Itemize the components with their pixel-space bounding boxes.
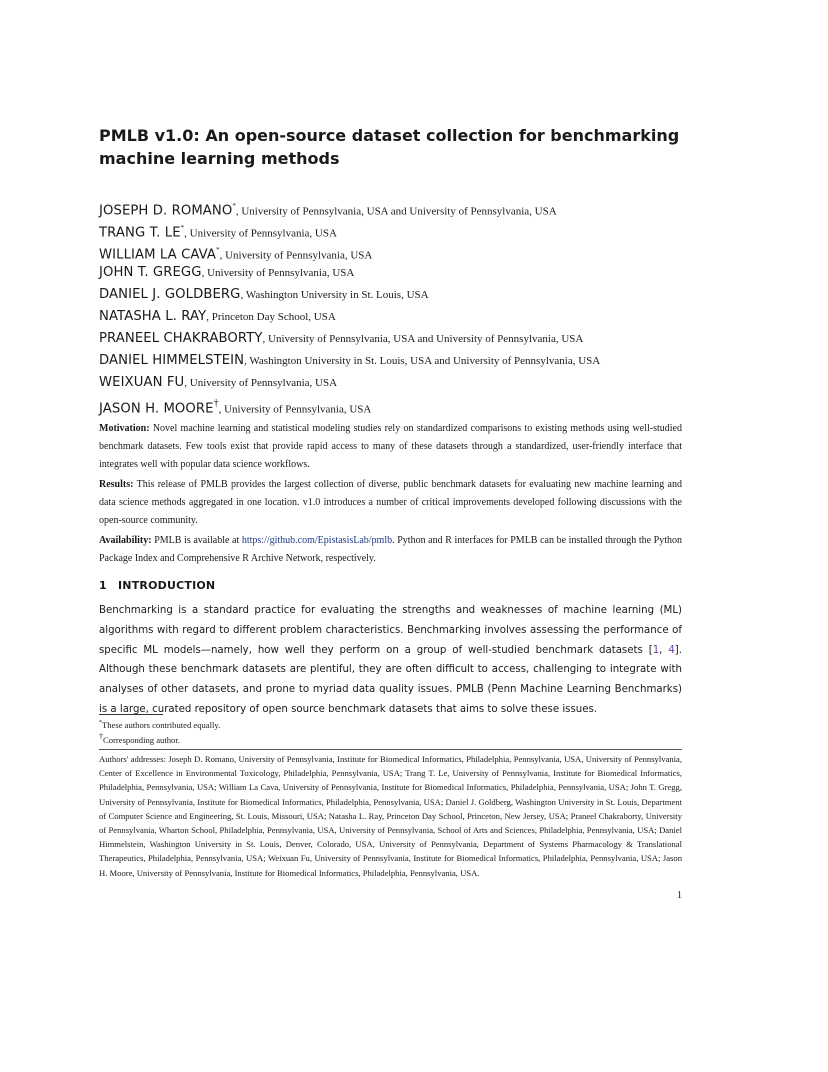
author-mark: * <box>232 202 236 210</box>
author-mark: * <box>216 246 220 254</box>
results-label: Results: <box>99 479 134 490</box>
footnote-text: Corresponding author. <box>103 734 180 745</box>
section-title: INTRODUCTION <box>118 579 216 592</box>
abstract <box>99 420 682 570</box>
intro-paragraph <box>99 601 682 720</box>
motivation-label: Motivation: <box>99 423 150 434</box>
author-entry <box>99 239 739 261</box>
author-entry <box>99 393 739 415</box>
author-entry <box>99 195 739 217</box>
citation-separator: , <box>659 644 669 656</box>
author-entry <box>99 371 739 393</box>
author-addresses: Authors' addresses: Joseph D. Romano, University of Pennsylvania, Institute for Biomedical Informatics, Philadelphia, Pennsylvania, USA, University of Pennsylvania, Center of Excellence in Environmental Toxicology, Philadelphia, Pennsylvania, USA; Trang T. Le, University of Pennsylvania, Institute for Biomedical Informatics, Philadelphia, Pennsylvania, USA; William La Cava, University of Pennsylvania, Institute for Biomedical Informatics, Philadelphia, Pennsylvania, USA; John T. Gregg, University of Pennsylvania, Institute for Biomedical Informatics, Philadelphia, Pennsylvania, USA; Daniel J. Goldberg, Washington University in St. Louis, Department of Computer Science and Engineering, St. Louis, Missouri, USA; Natasha L. Ray, Princeton Day School, Princeton, New Jersey, USA; Praneel Chakraborty, University of Pennsylvania, Wharton School, Philadelphia, Pennsylvania, USA, University of Pennsylvania, School of Arts and Sciences, Philadelphia, Pennsylvania, USA; Daniel Himmelstein, Washington University in St. Louis, Denver, Colorado, USA, University of Pennsylvania, Department of Systems Pharmacology & Translational Therapeutics, Philadelphia, Pennsylvania, USA; Weixuan Fu, University of Pennsylvania, Institute for Biomedical Informatics, Philadelphia, Pennsylvania, USA; Jason H. Moore, University of Pennsylvania, Institute for Biomedical Informatics, Philadelphia, Pennsylvania, USA. <box>99 754 682 878</box>
author-affiliation: , University of Pennsylvania, USA <box>218 403 372 416</box>
section-number: 1 <box>99 579 107 592</box>
github-link[interactable]: https://github.com/EpistasisLab/pmlb <box>241 535 393 546</box>
footnote-text: These authors contributed equally. <box>102 719 221 730</box>
page-number: 1 <box>677 890 682 901</box>
motivation-text: Novel machine learning and statistical modeling studies rely on standardized comparisons to existing methods using well-studied benchmark datasets. Few tools exist that provide rapid access to many of these datasets through a standardized, user-friendly interface that integrates well with popular data science workflows. <box>99 423 682 470</box>
abstract-availability <box>99 532 682 568</box>
footnote-equal-contribution <box>99 717 220 731</box>
author-entry <box>99 283 739 305</box>
author-name: NATASHA L. RAY <box>99 309 207 324</box>
abstract-motivation <box>99 420 682 474</box>
author-name: PRANEEL CHAKRABORTY <box>99 331 263 346</box>
footnotes <box>99 717 220 746</box>
author-name: JASON H. MOORE <box>99 401 214 417</box>
author-affiliation: , Washington University in St. Louis, USA <box>240 289 429 301</box>
author-affiliation: , University of Pennsylvania, USA <box>219 249 373 262</box>
author-affiliation: , University of Pennsylvania, USA and University of Pennsylvania, USA <box>235 205 557 218</box>
author-affiliation: , University of Pennsylvania, USA <box>201 267 355 279</box>
author-name: TRANG T. LE <box>99 225 181 241</box>
author-name: JOSEPH D. ROMANO <box>99 203 233 219</box>
author-affiliation: , Washington University in St. Louis, USA and University of Pennsylvania, USA <box>244 355 601 367</box>
intro-text-2: ]. Although these benchmark datasets are plentiful, they are often difficult to access, challenging to integrate with analyses of other datasets, and prone to myriad data quality issues. PMLB (Penn Machine Learning Benchmarks) is a large, curated repository of open source benchmark datasets that aims to solve these issues. <box>99 644 683 715</box>
author-entry <box>99 217 739 239</box>
availability-pre: PMLB is available at <box>151 535 242 546</box>
citation-link-4[interactable]: 4 <box>668 644 675 656</box>
author-list <box>99 195 739 415</box>
author-name: DANIEL HIMMELSTEIN <box>99 353 245 368</box>
author-mark: † <box>213 398 219 409</box>
abstract-results <box>99 476 682 530</box>
paper-title: PMLB v1.0: An open-source dataset collection for benchmarking machine learning methods <box>99 126 680 168</box>
author-affiliation: , University of Pennsylvania, USA and University of Pennsylvania, USA <box>262 333 584 345</box>
footnote-corresponding-author <box>99 731 220 746</box>
author-entry <box>99 305 739 327</box>
author-affiliation: , University of Pennsylvania, USA <box>184 227 337 240</box>
author-name: WEIXUAN FU <box>99 375 185 390</box>
citation-link-1[interactable]: 1 <box>652 644 660 656</box>
author-name: DANIEL J. GOLDBERG <box>99 287 241 302</box>
section-heading <box>99 579 215 592</box>
author-name: JOHN T. GREGG <box>99 265 202 280</box>
footnote-mark: * <box>99 720 102 726</box>
availability-label: Availability: <box>99 535 152 546</box>
intro-text-1: Benchmarking is a standard practice for evaluating the strengths and weaknesses of machine learning (ML) algorithms with regard to different problem characteristics. Benchmarking involves assessing the performance of specific ML models—namely, how well they perform on a group of well-studied benchmark datasets [ <box>99 605 682 656</box>
footnote-divider <box>99 714 163 715</box>
addresses-divider <box>99 749 682 750</box>
author-affiliation: , University of Pennsylvania, USA <box>184 377 338 389</box>
author-entry <box>99 261 739 283</box>
footnote-mark: † <box>99 731 103 741</box>
author-affiliation: , Princeton Day School, USA <box>206 311 336 323</box>
author-entry <box>99 349 739 371</box>
results-text: This release of PMLB provides the largest collection of diverse, public benchmark datasets for evaluating new machine learning and data science methods aggregated in one location. v1.0 introduces a number of critical improvements developed following discussions with the open-source community. <box>99 479 682 526</box>
author-mark: * <box>180 224 185 232</box>
author-name: WILLIAM LA CAVA <box>99 247 217 263</box>
availability-post: . Python and R interfaces for PMLB can be installed through the Python Package Index and Comprehensive R Archive Network, respectively. <box>99 535 682 564</box>
author-entry <box>99 327 739 349</box>
